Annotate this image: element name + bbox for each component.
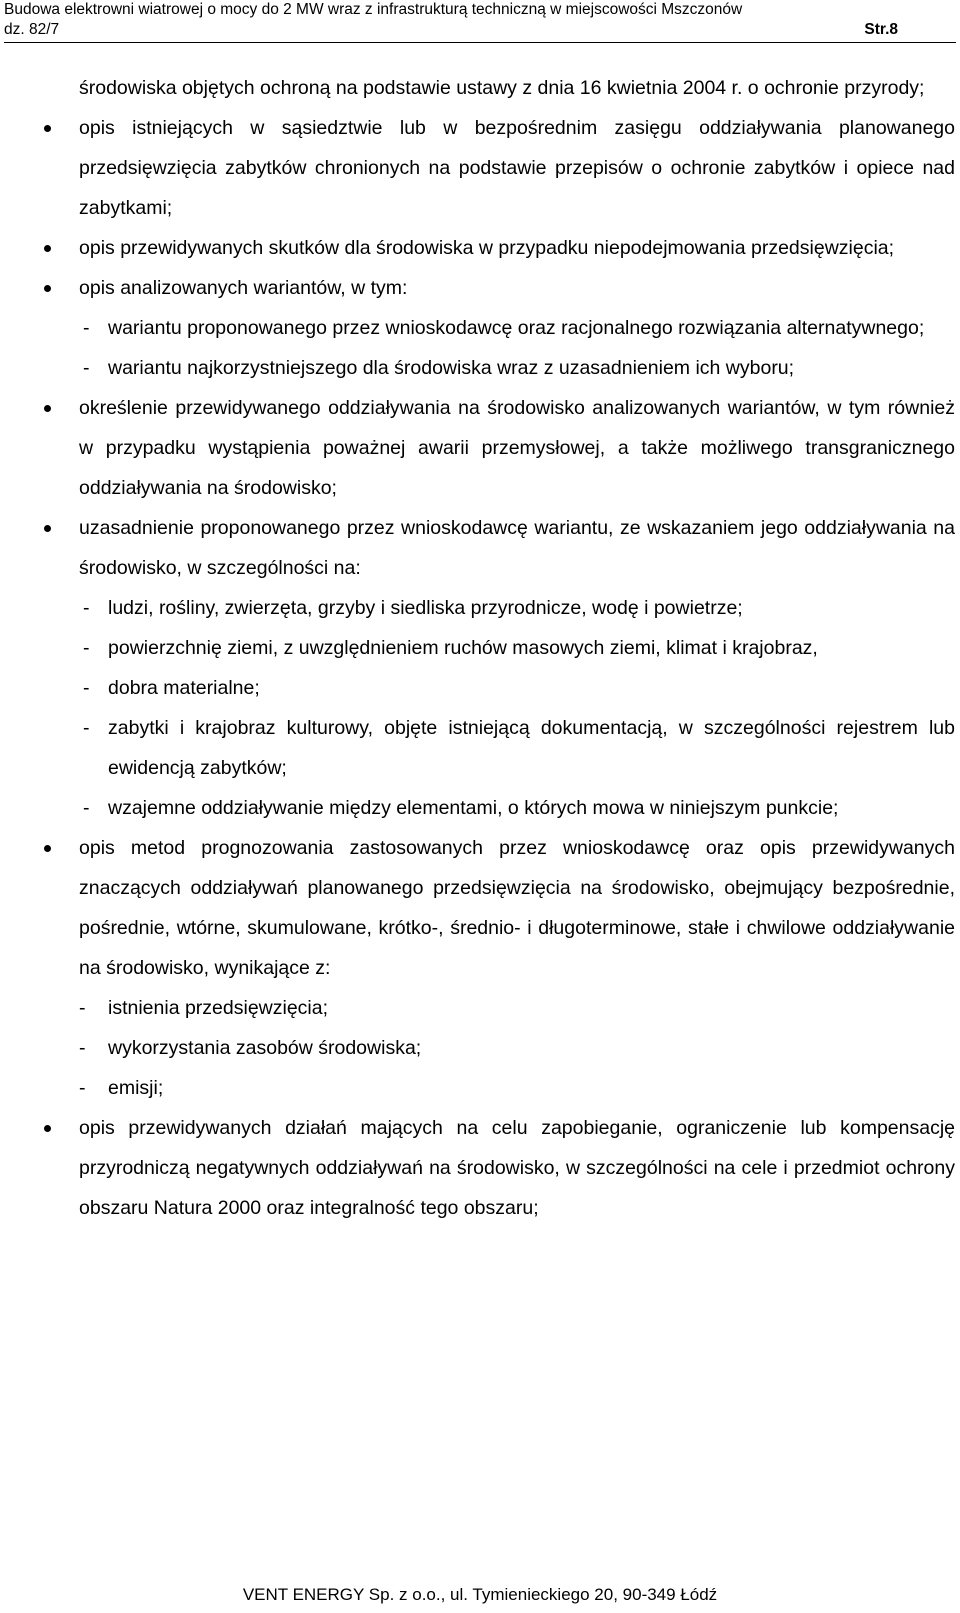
sub-item (79, 628, 955, 668)
dash-marker: - (83, 597, 90, 619)
dash-marker: - (83, 357, 90, 379)
list-item-text: opis metod prognozowania zastosowanych przez wnioskodawcę oraz opis przewidywanych znaczących oddziaływań planowanego przedsięwzięcia na środowisko, obejmujący bezpośrednie, pośrednie, wtórne, skumulowane, krótko-, średnio- i długoterminowe, stałe i chwilowe oddziaływanie na środowisko, wynikające z: (79, 837, 955, 979)
bullet-icon (44, 285, 51, 292)
header-plot-number: dz. 82/7 (4, 21, 60, 38)
header-row (4, 20, 956, 40)
sub-item-text: emisji; (108, 1077, 164, 1099)
dash-marker: - (83, 717, 90, 739)
list-item-text: opis przewidywanych skutków dla środowiska w przypadku niepodejmowania przedsięwzięcia; (79, 237, 895, 259)
dash-marker: - (83, 317, 90, 339)
sub-item-text: wykorzystania zasobów środowiska; (108, 1037, 422, 1059)
sub-item (79, 788, 955, 828)
sub-item (79, 348, 955, 388)
sub-item-text: dobra materialne; (108, 677, 260, 699)
sub-item-text: wariantu najkorzystniejszego dla środowiska wraz z uzasadnieniem ich wyboru; (108, 357, 795, 379)
list-item-text: opis przewidywanych działań mających na celu zapobieganie, ograniczenie lub kompensację przyrodniczą negatywnych oddziaływań na środowisko, w szczególności na cele i przedmiot ochrony obszaru Natura 2000 oraz integralność tego obszaru; (79, 1117, 955, 1219)
list-item (0, 108, 955, 228)
sub-item (79, 588, 955, 628)
list-item-text: określenie przewidywanego oddziaływania na środowisko analizowanych wariantów, w tym również w przypadku wystąpienia poważnej awarii przemysłowej, a także możliwego transgranicznego oddziaływania na środowisko; (79, 397, 955, 499)
page-number: Str.8 (864, 21, 898, 38)
sub-item-text: powierzchnię ziemi, z uwzględnieniem ruchów masowych ziemi, klimat i krajobraz, (108, 637, 818, 659)
dash-marker: - (83, 677, 90, 699)
bullet-icon (44, 405, 51, 412)
list-item (0, 508, 955, 828)
sub-item (79, 988, 955, 1028)
sub-item (79, 708, 955, 788)
dash-marker: - (83, 637, 90, 659)
list-item-text: opis analizowanych wariantów, w tym: (79, 277, 408, 299)
sub-item-text: istnienia przedsięwzięcia; (108, 997, 329, 1019)
sub-item-text: wariantu proponowanego przez wnioskodawcę oraz racjonalnego rozwiązania alternatywnego; (108, 317, 925, 339)
sub-item (79, 668, 955, 708)
list-item (0, 268, 955, 388)
bullet-icon (44, 245, 51, 252)
bullet-icon (44, 125, 51, 132)
list-item (0, 228, 955, 268)
bullet-icon (44, 845, 51, 852)
sub-item (79, 1068, 955, 1108)
list-item (0, 388, 955, 508)
dash-marker: - (79, 1077, 86, 1099)
dash-marker: - (79, 1037, 86, 1059)
sub-item (79, 1028, 955, 1068)
document-footer: VENT ENERGY Sp. z o.o., ul. Tymienieckiego 20, 90-349 Łódź (242, 1585, 718, 1604)
intro-paragraph: środowiska objętych ochroną na podstawie ustawy z dnia 16 kwietnia 2004 r. o ochronie przyrody; (79, 77, 925, 99)
sub-item (79, 308, 955, 348)
header-title: Budowa elektrowni wiatrowej o mocy do 2 MW wraz z infrastrukturą techniczną w miejscowości Mszczonów (4, 1, 743, 18)
sub-item-text: wzajemne oddziaływanie między elementami, o których mowa w niniejszym punkcie; (108, 797, 839, 819)
sub-item-text: zabytki i krajobraz kulturowy, objęte istniejącą dokumentacją, w szczególności rejestrem lub ewidencją zabytków; (108, 717, 955, 779)
list-item (0, 828, 955, 1108)
document-header (4, 0, 956, 43)
list-item-text: opis istniejących w sąsiedztwie lub w bezpośrednim zasięgu oddziaływania planowanego przedsięwzięcia zabytków chronionych na podstawie przepisów o ochronie zabytków i opiece nad zabytkami; (79, 117, 955, 219)
document-body (0, 68, 960, 1228)
bullet-icon (44, 525, 51, 532)
list-item-text: uzasadnienie proponowanego przez wnioskodawcę wariantu, ze wskazaniem jego oddziaływania na środowisko, w szczególności na: (79, 517, 955, 579)
bullet-icon (44, 1125, 51, 1132)
list-item (0, 1108, 955, 1228)
dash-marker: - (79, 997, 86, 1019)
dash-marker: - (83, 797, 90, 819)
sub-item-text: ludzi, rośliny, zwierzęta, grzyby i siedliska przyrodnicze, wodę i powietrze; (108, 597, 743, 619)
